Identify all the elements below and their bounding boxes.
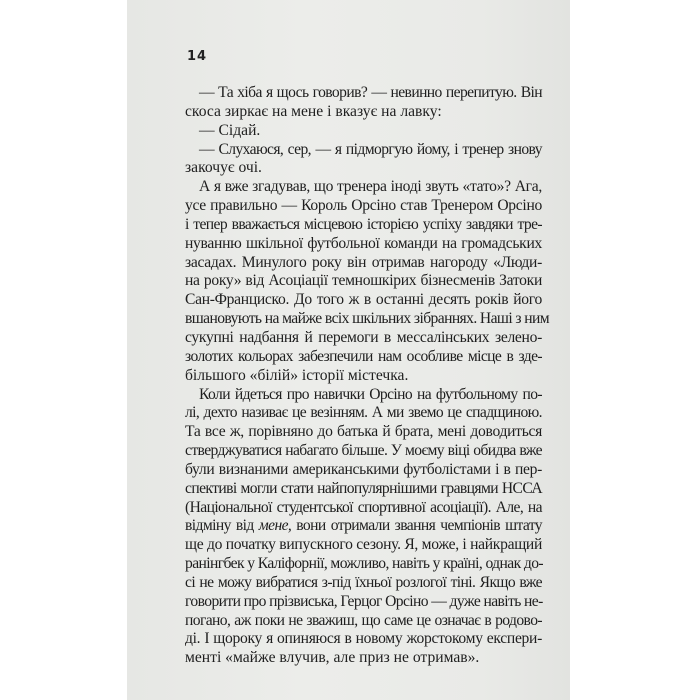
text-line: (Національної студентської спортивної асоціації). Але, на: [185, 498, 542, 516]
text-line: закочує очі.: [185, 159, 262, 177]
text-line: погано, аж поки не зважиш, що саме це означає в родово-: [185, 611, 542, 629]
text-line: Коли йдеться про навички Орсіно на футбольному по-: [199, 385, 542, 403]
text-line: засадах. Минулого року він отримав нагороду «Люди-: [185, 253, 542, 271]
text-line: Сан-Франциско. До того ж в останні десять років його: [185, 291, 542, 309]
text-span: відміну від: [185, 517, 259, 535]
text-line: більшого «білій» історії містечка.: [185, 366, 409, 384]
text-line: золотих кольорах забезпечили нам особливе місце в зде-: [185, 347, 542, 365]
text-line: стверджуватися набагато більше. У моєму віці обидва вже: [185, 442, 542, 460]
text-line: і тепер вважається місцевою історією успіху завдяки тре-: [185, 215, 542, 233]
text-line: [185, 517, 542, 536]
text-line: менті «майже влучив, але приз не отримав».: [185, 649, 480, 667]
italic-emphasis: мене,: [258, 517, 292, 535]
text-line: — Сідай.: [199, 121, 261, 139]
text-line: спективі могли стати найпопулярнішими гравцями НССА: [185, 479, 542, 497]
text-line: ранінгбек у Каліфорнії, можливо, навіть у країні, однак до-: [185, 555, 543, 573]
text-line: вшановують на майже всіх шкільних зібраннях. Наші з ним: [185, 310, 549, 328]
text-line: нуванню шкільної футбольної команди на громадських: [185, 234, 542, 252]
page-body-text: [185, 84, 549, 668]
text-line: ще до початку випускного сезону. Я, може, і найкращий: [185, 536, 542, 554]
text-line: скоса зиркає на мене і вказує на лавку:: [185, 102, 442, 120]
text-line: ді. І щороку я опиняюся в новому жорстокому експери-: [185, 630, 542, 648]
text-span: вони отримали звання чемпіонів штату: [291, 517, 543, 535]
text-line: — Слухаюся, сер, — я підморгую йому, і тренер знову: [199, 140, 542, 158]
text-line: були визнаними американськими футболістами і в пер-: [185, 460, 542, 478]
book-page: [127, 0, 570, 700]
text-line: лі, дехто називає це везінням. А ми звемо це спадщиною.: [185, 404, 542, 422]
text-line: говорити про прізвиська, Герцог Орсіно — дуже навіть не-: [185, 592, 543, 610]
text-line: А я вже згадував, що тренера іноді звуть «тато»? Ага,: [199, 178, 542, 196]
text-line: на року» від Асоціації темношкірих бізнесменів Затоки: [185, 272, 542, 290]
text-line: сукупні надбання й перемоги в мессалінських зелено-: [185, 328, 542, 346]
text-line: Та все ж, порівняно до батька й брата, мені доводиться: [185, 423, 542, 441]
page-number: 14: [187, 49, 208, 64]
text-line: — Та хіба я щось говорив? — невинно перепитую. Він: [199, 84, 542, 101]
text-line: сі не можу вибратися з-під їхньої розлогої тіні. Якщо вже: [185, 573, 542, 591]
text-line: усе правильно — Король Орсіно став Тренером Орсіно: [185, 197, 542, 215]
